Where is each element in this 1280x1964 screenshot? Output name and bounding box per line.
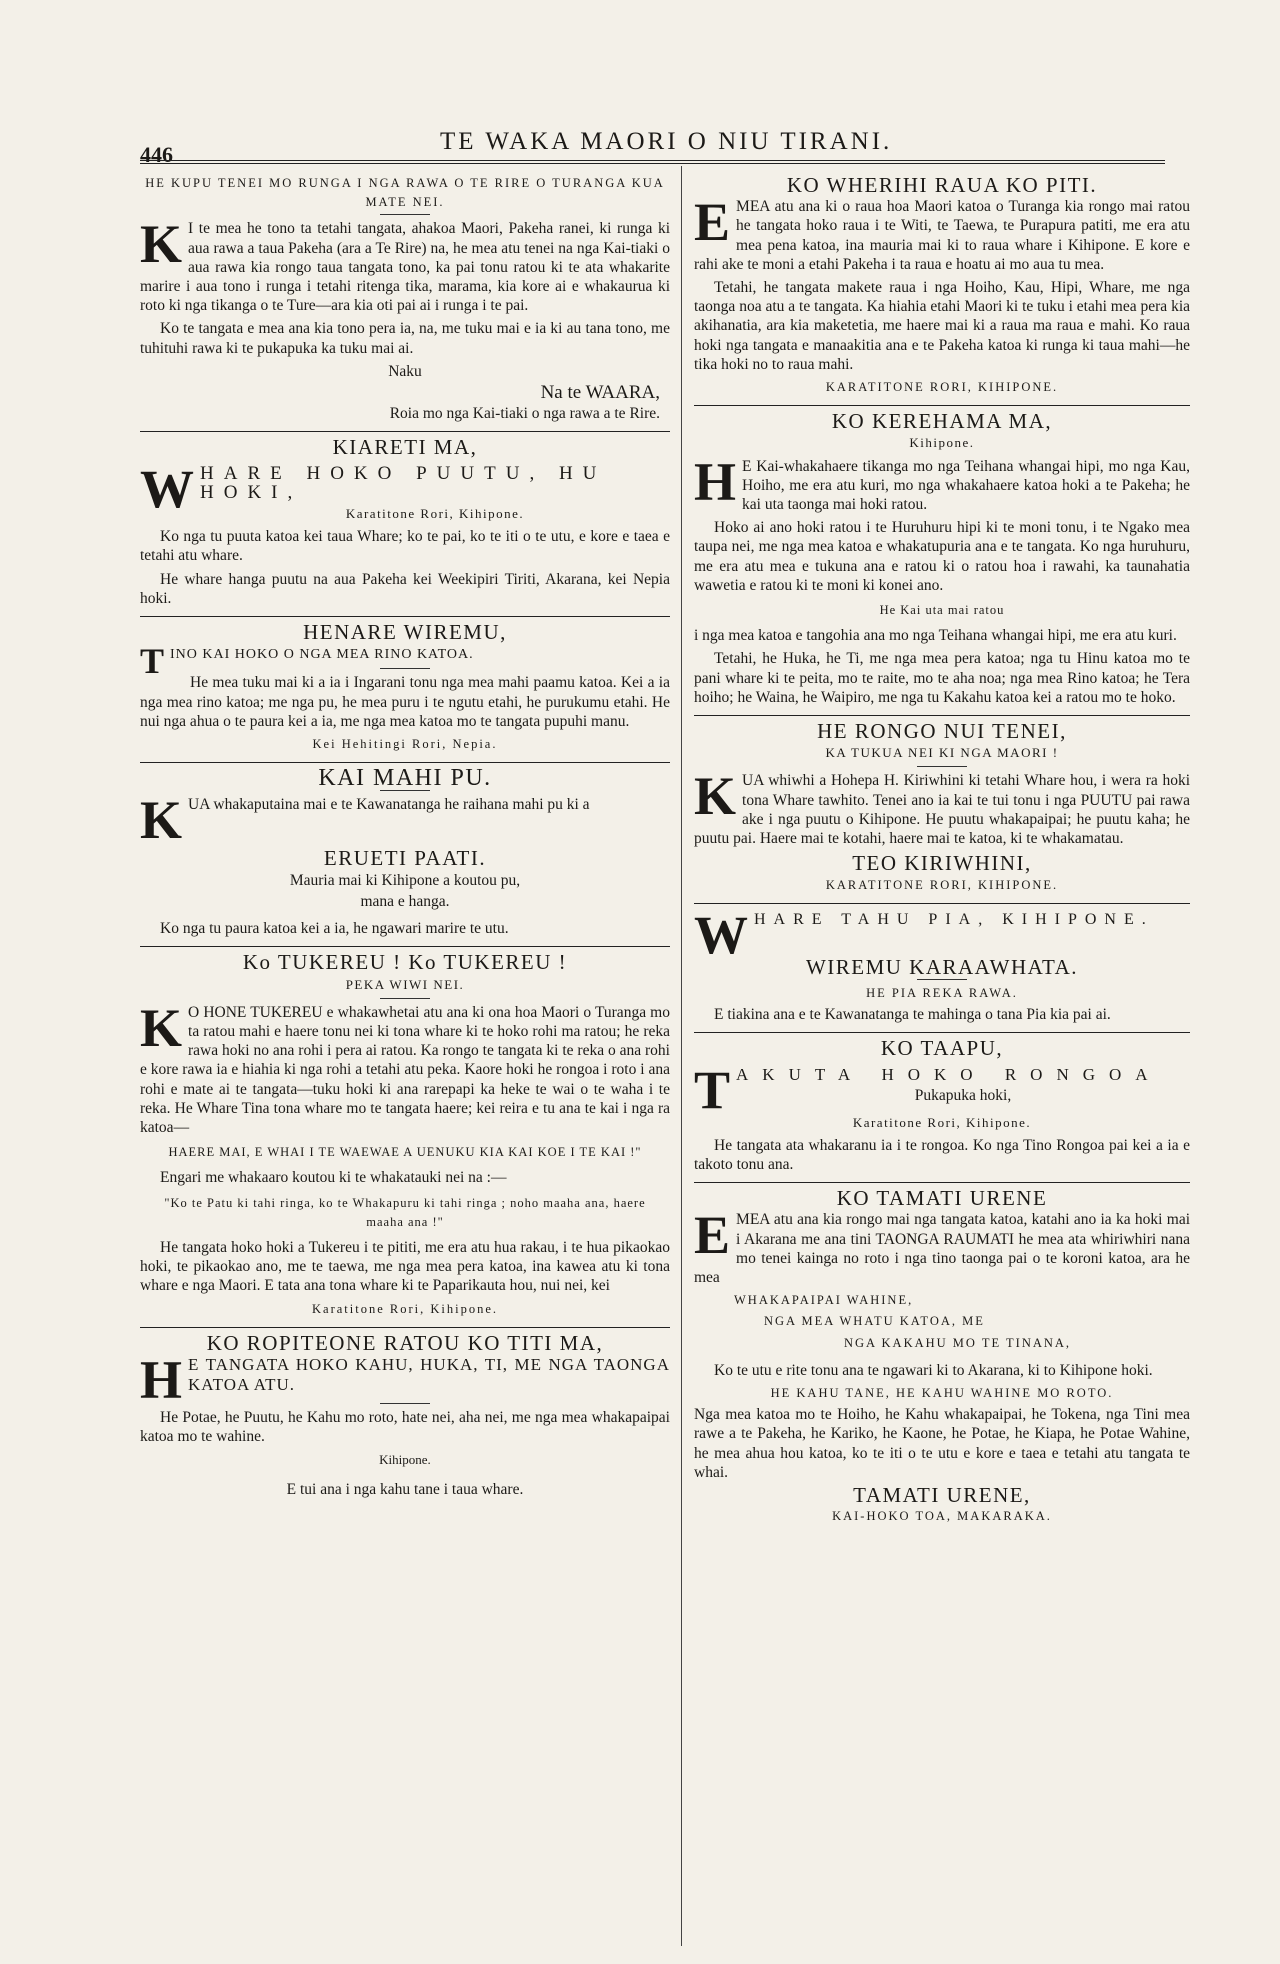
kiareti-sub: Karatitone Rori, Kihipone. xyxy=(345,506,525,522)
separator xyxy=(140,1327,670,1328)
dropcap: K xyxy=(694,766,737,827)
dropcap: W xyxy=(140,458,194,519)
short-rule xyxy=(380,1403,430,1404)
separator xyxy=(140,946,670,947)
tamati-text-3: Nga mea katoa mo te Hoiho, he Kahu whakapaipai, he Tokena, nga Tini mea rawe a te Pakeha, he Kariko, he Kaone, he Potae, he Kiapa, he Potae Wahine, he mea ahua hou katoa, ko te iti o te utu e kore e taea e tetahi atu tangata te whai. xyxy=(694,1406,1190,1481)
ad-kaimahi xyxy=(140,765,670,851)
ropiteone-lead: E TANGATA HOKO KAHU, HUKA, TI, ME NGA TAONGA KATOA ATU. xyxy=(188,1354,670,1395)
ad-kiareti xyxy=(140,435,670,608)
erueti-line-1: Mauria mai ki Kihipone a koutou pu, xyxy=(289,871,521,889)
henare-lead: INO KAI HOKO O NGA MEA RINO KATOA. xyxy=(170,647,474,663)
tukereu-title: Ko TUKEREU ! Ko TUKEREU ! xyxy=(242,950,568,975)
header-rule xyxy=(140,160,1165,164)
kerehama-text-4: Tetahi, he Huka, he Ti, me nga mea pera katoa; nga tu Hinu katoa mo te pani whare ki te peita, mo te raite, mo te aha noa; nga mea Rino katoa; he Tera hoiho; he Waina, he Waipiro, me nga tu Kakahu katoa kei a ratou mo te hoko. xyxy=(694,650,1190,706)
henare-title: HENARE WIREMU, xyxy=(303,620,507,645)
kupu-sig-name: Na te WAARA, xyxy=(540,382,660,404)
kupu-heading: HE KUPU TENEI MO RUNGA I NGA RAWA O TE RIRE O TURANGA KUA MATE NEI. xyxy=(145,176,665,210)
taapu-sub: Karatitone Rori, Kihipone. xyxy=(852,1114,1032,1130)
kerehama-text-3: i nga mea katoa e tangohia ana mo nga Teihana whangai hipi, me era atu kuri. xyxy=(694,627,1177,645)
ad-henare xyxy=(140,620,670,754)
kiareti-spaced: HARE HOKO PUUTU, HU HOKI, xyxy=(200,462,607,503)
kerehama-sub: Kihipone. xyxy=(909,435,975,451)
ropiteone-title: KO ROPITEONE RATOU KO TITI MA, xyxy=(206,1330,604,1355)
taapu-text: He tangata ata whakaranu ia i te rongoa. Ko nga Tino Rongoa pai kei a ia e takoto tonu ana. xyxy=(694,1136,1190,1173)
kerehama-title: KO KEREHAMA MA, xyxy=(831,409,1053,434)
dropcap: K xyxy=(140,790,183,851)
left-column xyxy=(140,172,670,1505)
kupu-text-2: Ko te tangata e mea ana kia tono pera ia, na, me tuku mai e ia ki au tana tono, me tuhituhi rawa ki te pukapuka ka tuku mai ai. xyxy=(140,320,670,357)
tamati-line-4: HE KAHU TANE, HE KAHU WAHINE MO ROTO. xyxy=(770,1385,1114,1400)
column-divider xyxy=(681,166,682,1946)
kupu-sig-naku: Naku xyxy=(388,362,422,380)
taapu-title: KO TAAPU, xyxy=(880,1036,1004,1061)
tukereu-text-3: He tangata hoko hoki a Tukereu i te pititi, me era atu hua rakau, i te hua pikaokao hoki, te pikaokao ano, me te taewa, me nga mea pera katoa, ina kawea atu ki tona whare e nga Maori. E tata ana tona whare ki te Paparikauta hou, nui nei, kei xyxy=(140,1238,670,1295)
ad-tamati xyxy=(694,1186,1190,1526)
rongo-sub: KA TUKUA NEI KI NGA MAORI ! xyxy=(825,745,1059,761)
tukereu-quote-2: "Ko te Patu ki tahi ringa, ko te Whakapuru ki tahi ringa ; noho maaha ana, haere maaha ana !" xyxy=(164,1195,646,1229)
tukereu-quote: HAERE MAI, E WHAI I TE WAEWAE A UENUKU KIA KAI KOE I TE KAI !" xyxy=(168,1145,642,1160)
ropiteone-text: He Potae, he Puutu, he Kahu mo roto, hate nei, aha nei, me nga mea whakapaipai katoa mo te wahine. xyxy=(140,1408,670,1446)
separator xyxy=(694,903,1190,904)
short-rule xyxy=(917,766,967,767)
erueti-line-2: mana e hanga. xyxy=(360,892,450,910)
dropcap: E xyxy=(694,1205,731,1266)
kiareti-text: Ko nga tu puuta katoa kei taua Whare; ko te pai, ko te iti o te utu, e kore e taea e tetahi atu whare. xyxy=(140,528,670,565)
short-rule xyxy=(380,998,430,999)
taapu-line: Pukapuka hoki, xyxy=(914,1086,1012,1104)
rongo-title: HE RONGO NUI TENEI, xyxy=(817,719,1067,744)
ad-taapu xyxy=(694,1036,1190,1174)
masthead: TE WAKA MAORI O NIU TIRANI. xyxy=(440,128,893,155)
ad-wherihi xyxy=(694,173,1190,397)
dropcap: H xyxy=(140,1349,183,1410)
tukereu-text-2: Engari me whakaaro koutou ki te whakatauki nei na :— xyxy=(160,1169,507,1187)
dropcap: H xyxy=(694,451,737,512)
tamati-text: MEA atu ana kia rongo mai nga tangata katoa, katahi ano ia ka hoki mai i Akarana me ana tini TAONGA RAUMATI he mea ata whiriwhiri nana mo tenei kainga no roto i nga tino taonga pai o te koroni katoa, ara he mea xyxy=(694,1211,1190,1286)
ad-teo xyxy=(694,851,1190,894)
dropcap: W xyxy=(694,904,748,965)
kupu-sig-role: Roia mo nga Kai-tiaki o nga rawa a te Rire. xyxy=(389,405,660,423)
wherihi-title: KO WHERIHI RAUA KO PITI. xyxy=(786,173,1098,197)
page-number: 446 xyxy=(140,142,173,167)
teo-title: TEO KIRIWHINI, xyxy=(852,851,1032,876)
teo-sub: KARATITONE RORI, KIHIPONE. xyxy=(825,877,1059,892)
dropcap: E xyxy=(694,192,731,253)
dropcap: T xyxy=(140,641,165,682)
pia-sub: HE PIA REKA RAWA. xyxy=(866,985,1018,1000)
dropcap: K xyxy=(140,214,183,275)
kerehama-rubric: He Kai uta mai ratou xyxy=(879,603,1005,618)
wherihi-text: MEA atu ana ki o raua hoa Maori katoa o Turanga kia rongo mai ratou he tangata hoko raua i te Witi, te Taewa, te Purapura patiti, me era atu mea pena katoa, ina mauria mai ki to raua whare i Kihipone. E kore e rahi ake te moni a etahi Pakeha i ta raua e hoatu ai mo aua tu mea. xyxy=(694,198,1190,273)
dropcap: K xyxy=(140,997,183,1058)
right-column xyxy=(694,172,1190,1532)
kaimahi-text: UA whakaputaina mai e te Kawanatanga he raihana mahi pu ki a xyxy=(188,796,590,814)
separator xyxy=(694,1032,1190,1033)
ropiteone-text-2: E tui ana i nga kahu tane i taua whare. xyxy=(286,1480,524,1498)
separator xyxy=(140,616,670,617)
erueti-text: Ko nga tu paura katoa kei a ia, he ngawari marire te utu. xyxy=(160,920,509,938)
ad-pia xyxy=(694,904,1190,1025)
ad-rongo xyxy=(694,719,1190,848)
wherihi-text-2: Tetahi, he tangata makete raua i nga Hoiho, Kau, Hipi, Whare, me nga taonga noa atu a te tangata. Ka hiahia etahi Maori ki te tuku i etahi mea pera kia akihanatia, ara kia maketetia, me haere mai ki a raua ma raua e mahi. Ko raua hoki nga tangata e manaakitia ana e te Pakeha katoa ki runga ki taua mahi—he tika hoki no to raua mahi. xyxy=(694,279,1190,373)
ad-ropiteone xyxy=(140,1330,670,1499)
kiareti-text-2: He whare hanga puutu na aua Pakeha kei Weekipiri Tiriti, Akarana, kei Nepia hoki. xyxy=(140,570,670,607)
kiareti-title: KIARETI MA, xyxy=(332,435,478,460)
tamati-line-1: WHAKAPAIPAI WAHINE, xyxy=(734,1293,914,1308)
tukereu-sig: Karatitone Rori, Kihipone. xyxy=(312,1301,498,1316)
pia-spaced: HARE TAHU PIA, KIHIPONE. xyxy=(754,910,1154,928)
tukereu-sub: PEKA WIWI NEI. xyxy=(345,976,465,992)
separator xyxy=(140,431,670,432)
tamati-sig-2: KAI-HOKO TOA, MAKARAKA. xyxy=(832,1509,1052,1524)
ad-tukereu xyxy=(140,950,670,1318)
tamati-sig-1: TAMATI URENE, xyxy=(853,1482,1031,1507)
short-rule xyxy=(380,214,430,215)
kaimahi-title: KAI MAHI PU. xyxy=(318,765,492,792)
separator xyxy=(694,715,1190,716)
tamati-line-3: NGA KAKAHU MO TE TINANA, xyxy=(844,1335,1072,1350)
dropcap: T xyxy=(694,1059,731,1120)
separator xyxy=(140,762,670,763)
henare-sig: Kei Hehitingi Rori, Nepia. xyxy=(312,737,498,752)
short-rule xyxy=(380,668,430,669)
erueti-title: ERUETI PAATI. xyxy=(323,846,487,871)
separator xyxy=(694,405,1190,406)
taapu-spaced: AKUTA HOKO RONGOA xyxy=(736,1064,1162,1084)
notice-kupu xyxy=(140,174,670,423)
ad-kerehama xyxy=(694,409,1190,707)
ropiteone-sig: Kihipone. xyxy=(379,1452,431,1468)
wherihi-sig: KARATITONE RORI, KIHIPONE. xyxy=(825,380,1059,395)
short-rule xyxy=(917,979,967,980)
rongo-text: UA whiwhi a Hohepa H. Kiriwhini ki tetahi Whare hou, i wera ra hoki tona Whare tawhito. Tenei ano ia kai te tui tonu i nga PUUTU pai rawa ake i nga puutu o Kihipone. He puutu whakapaipai; he puutu kaha; he puutu pai. Haere mai te kotahi, haere mai te katoa, ki te whakamatau. xyxy=(694,772,1190,848)
tamati-title: KO TAMATI URENE xyxy=(836,1186,1048,1211)
kerehama-text: E Kai-whakahaere tikanga mo nga Teihana whangai hipi, mo nga Kau, Hoiho, me era atu kuri, mo nga whakahaere katoa hoki a te Pakeha; he kai uta taonga mai hoki ratou. xyxy=(742,457,1190,514)
tamati-line-2: NGA MEA WHATU KATOA, ME xyxy=(764,1314,985,1329)
pia-title: WIREMU KARAAWHATA. xyxy=(805,954,1079,979)
tamati-text-2: Ko te utu e rite tonu ana te ngawari ki to Akarana, ki to Kihipone hoki. xyxy=(714,1361,1153,1379)
pia-text: E tiakina ana e te Kawanatanga te mahinga o tana Pia kia pai ai. xyxy=(714,1006,1111,1024)
ad-erueti xyxy=(140,846,670,938)
henare-text: He mea tuku mai ki a ia i Ingarani tonu nga mea mahi paamu katoa. Kei a ia nga mea rino katoa; me nga pu, he mea puru i te ngutu etahi, he purukumu etahi. He nui nga ahua o te paura kei a ia, me nga mea katoa mo te tangata pupuhi manu. xyxy=(140,674,670,730)
separator xyxy=(694,1182,1190,1183)
kerehama-text-2: Hoko ai ano hoki ratou i te Huruhuru hipi ki te moni tonu, i te Ngako mea taupa nei, me nga mea katoa e whakatupuria ana e te tangata. Ko nga huruhuru, me era atu mea e tukuna ana e ratou ki o ratou hoa i rawahi, ka taunahatia wawetia e ratou ki te moni ki konei ano. xyxy=(694,519,1190,594)
tukereu-text: O HONE TUKEREU e whakawhetai atu ana ki ona hoa Maori o Turanga mo ta ratou mahi e haere tonu nei ki tona whare ki te hoko rohi ma ratou; he reka rawa hoki no ana rohi i pera ai ratou. Ka rongo te tangata ki te reka o ana rohi e kore rawa ia e hiahia ki nga rohi a tetahi atu peka. Kaore hoki he rongoa i roto i ana rohi e mate ai te tangata—tuku hoki ki ana rarepapi ka heke te wai o te waha i te reka. He Whare Tina tona whare mo te tangata haere; kei reira e tu ana te kai i nga ra katoa— xyxy=(140,1003,670,1136)
kupu-text: I te mea he tono ta tetahi tangata, ahakoa Maori, Pakeha ranei, ki runga ki aua rawa a taua Pakeha (ara a Te Rire) na, he mea atu tenei na nga Kai-tiaki o aua rawa kia rongo taua tangata tono, ka pai tonu ratou ki te ata whakarite marire i aua tono i runga i tetahi ritenga tika, marama, kia kore ai e whakaurua ki roto ki nga tikanga o te Ture—ara kia oti pai ai i runga i te pai. xyxy=(140,220,670,315)
